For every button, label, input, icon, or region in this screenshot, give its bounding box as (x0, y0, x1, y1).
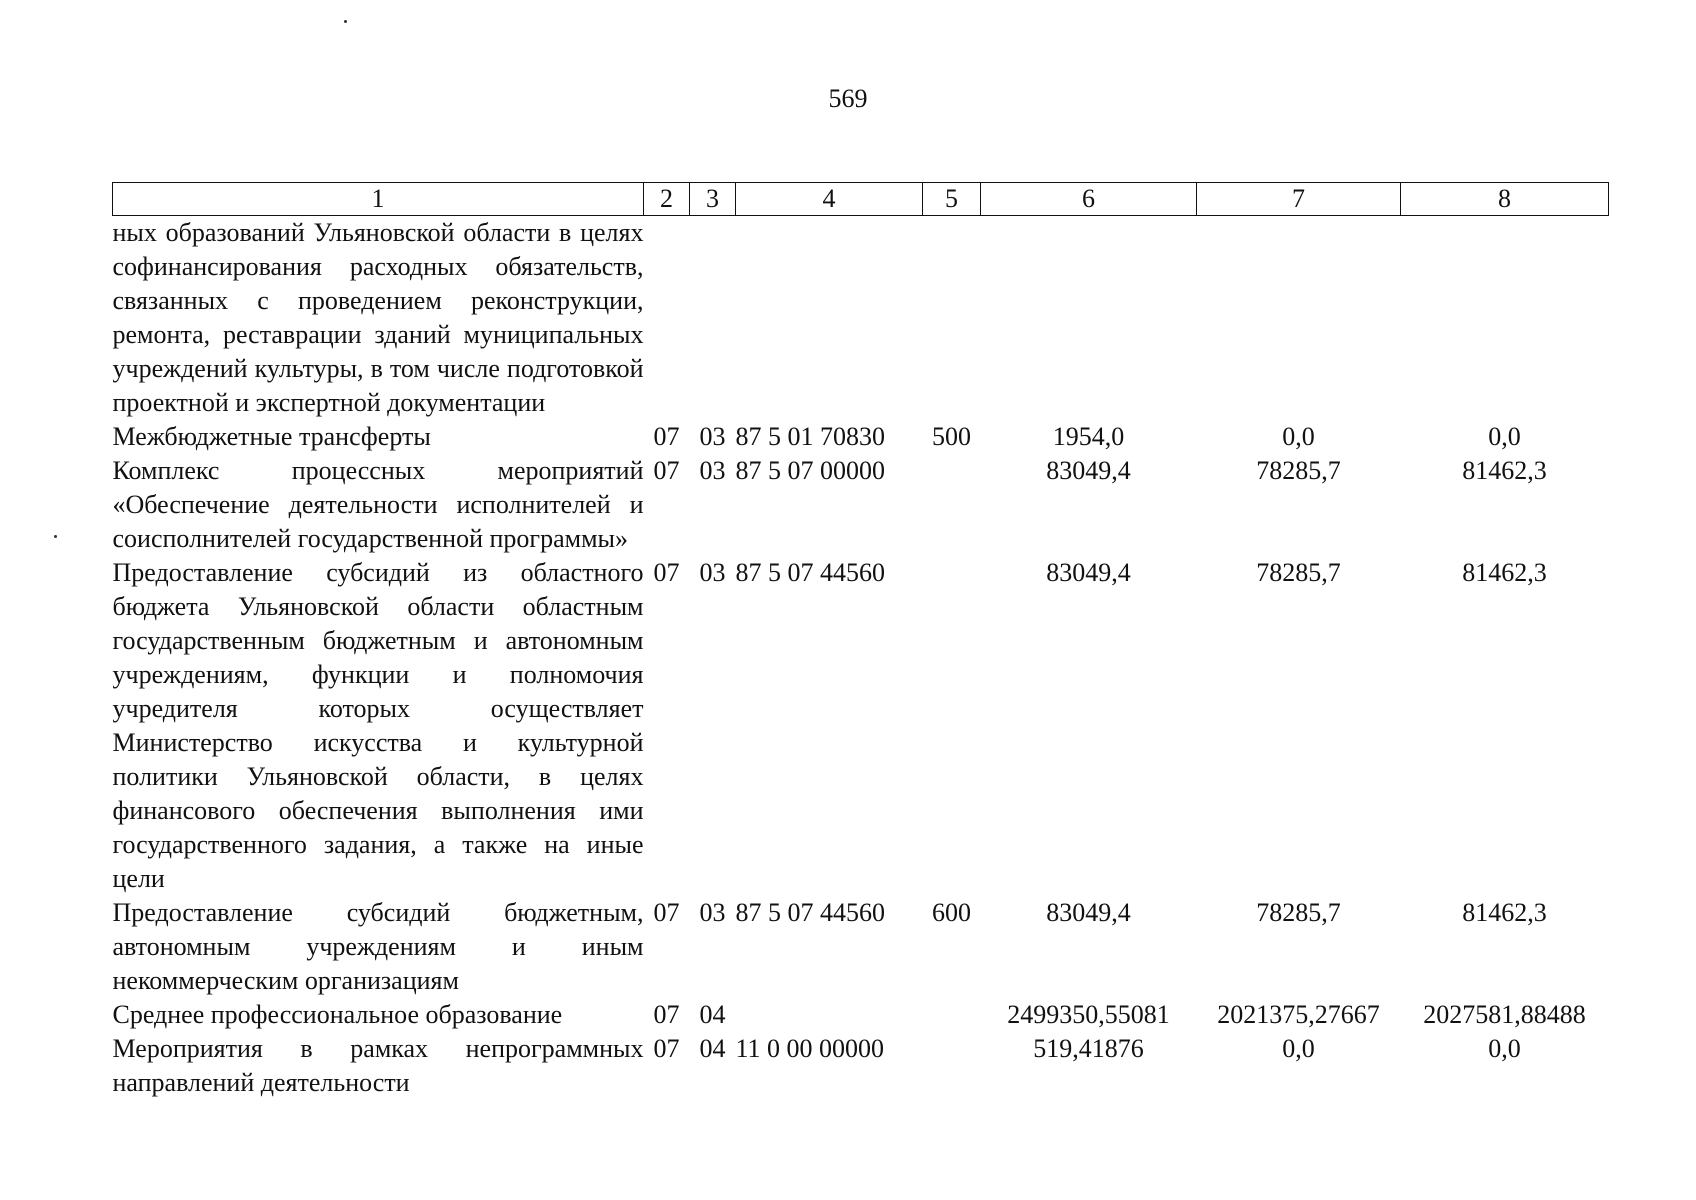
row-expense-type (923, 454, 981, 556)
row-target-article (736, 998, 923, 1032)
budget-table (112, 182, 1609, 1100)
column-header: 1 (113, 183, 644, 216)
row-amount-col8: 81462,3 (1462, 558, 1547, 587)
row-amount-col7: 0,0 (1282, 1034, 1315, 1063)
row-amount-col8: 0,0 (1488, 422, 1521, 451)
row-amount-col8: 81462,3 (1462, 456, 1547, 485)
row-name: Межбюджетные трансферты (112, 422, 431, 451)
row-amount-col6: 519,41876 (1033, 1034, 1144, 1063)
row-target-article: 11 0 00 00000 (735, 1034, 885, 1063)
row-target-article (736, 216, 923, 421)
row-section: 07 (653, 1000, 680, 1029)
table-row (113, 216, 1609, 421)
row-subsection: 03 (699, 456, 726, 485)
row-amount-col6: 83049,4 (1046, 456, 1131, 485)
row-amount-col6: 83049,4 (1046, 898, 1131, 927)
column-header: 6 (981, 183, 1197, 216)
row-section: 07 (653, 898, 680, 927)
row-amount-col8: 0,0 (1488, 1034, 1521, 1063)
row-amount-col6: 1954,0 (1052, 422, 1125, 451)
row-amount-col7: 2021375,27667 (1217, 1000, 1380, 1029)
row-name: ных образований Ульяновской области в целях софинансирования расходных обязательств, связанных с проведением реконструкции, ремонта, реставрации зданий муниципальных учреждений культуры, в том числе подготовкой проектной и экспертной документации (112, 218, 644, 417)
row-amount-col7 (1197, 216, 1401, 421)
row-expense-type: 600 (932, 898, 971, 927)
table-row (113, 556, 1609, 896)
row-amount-col8: 81462,3 (1462, 898, 1547, 927)
row-name: Комплекс процессных мероприятий «Обеспечение деятельности исполнителей и соисполнителей государственной программы» (112, 456, 644, 553)
row-subsection: 04 (699, 1034, 726, 1063)
row-target-article: 87 5 07 00000 (735, 456, 885, 485)
row-section (644, 216, 690, 421)
row-expense-type (923, 998, 981, 1032)
table-row (113, 454, 1609, 556)
row-amount-col6 (981, 216, 1197, 421)
row-amount-col8 (1401, 216, 1609, 421)
column-header: 7 (1197, 183, 1401, 216)
row-target-article: 87 5 07 44560 (735, 558, 885, 587)
row-name: Мероприятия в рамках непрограммных направлений деятельности (112, 1034, 644, 1097)
row-target-article: 87 5 01 70830 (735, 422, 885, 451)
column-header: 2 (644, 183, 690, 216)
row-name: Предоставление субсидий бюджетным, автономным учреждениям и иным некоммерческим организациям (112, 898, 644, 995)
column-header: 4 (736, 183, 923, 216)
row-section: 07 (653, 558, 680, 587)
scan-speck (344, 20, 347, 23)
page-number: 569 (828, 84, 868, 113)
row-subsection: 03 (699, 558, 726, 587)
table-row (113, 896, 1609, 998)
row-section: 07 (653, 422, 680, 451)
row-expense-type: 500 (932, 422, 971, 451)
row-target-article: 87 5 07 44560 (735, 898, 885, 927)
row-name: Среднее профессиональное образование (112, 1000, 563, 1029)
row-amount-col7: 78285,7 (1256, 456, 1341, 485)
table-row (113, 998, 1609, 1032)
table-row (113, 420, 1609, 454)
row-section: 07 (653, 1034, 680, 1063)
row-amount-col7: 78285,7 (1256, 558, 1341, 587)
row-expense-type (923, 216, 981, 421)
scan-speck (54, 535, 57, 538)
row-expense-type (923, 556, 981, 896)
row-amount-col7: 78285,7 (1256, 898, 1341, 927)
row-amount-col6: 2499350,55081 (1007, 1000, 1170, 1029)
column-header: 5 (923, 183, 981, 216)
column-number-header-row (113, 183, 1609, 216)
row-amount-col8: 2027581,88488 (1423, 1000, 1586, 1029)
row-expense-type (923, 1032, 981, 1100)
row-section: 07 (653, 456, 680, 485)
row-amount-col6: 83049,4 (1046, 558, 1131, 587)
column-header: 3 (690, 183, 736, 216)
row-amount-col7: 0,0 (1282, 422, 1315, 451)
row-subsection: 03 (699, 422, 726, 451)
row-subsection: 03 (699, 898, 726, 927)
table-row (113, 1032, 1609, 1100)
row-subsection: 04 (699, 1000, 726, 1029)
column-header: 8 (1401, 183, 1609, 216)
row-subsection (690, 216, 736, 421)
row-name: Предоставление субсидий из областного бюджета Ульяновской области областным государственным бюджетным и автономным учреждениям, функции и полномочия учредителя которых осуществляет Министерство искусства и культурной политики Ульяновской области, в целях финансового обеспечения выполнения ими государственного задания, а также на иные цели (112, 558, 644, 893)
